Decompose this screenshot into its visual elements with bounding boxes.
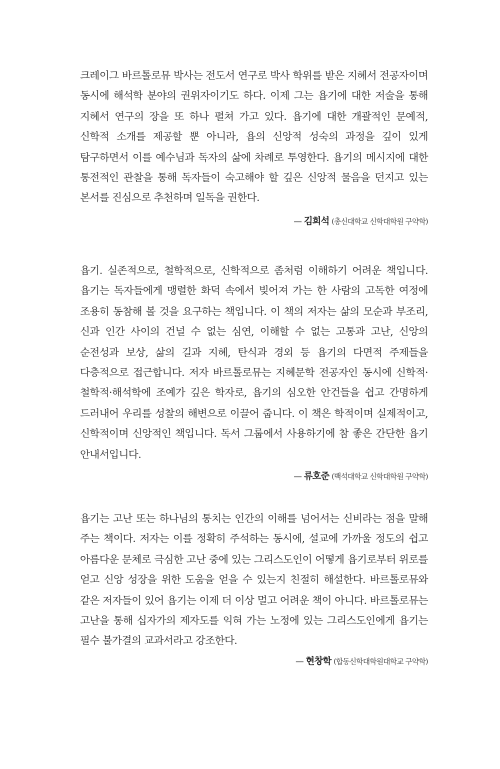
endorsement-attribution [80,655,428,668]
attribution-dash: — [295,655,304,666]
author-affiliation: (총신대학교 신학대학원 구약학) [331,216,428,226]
endorsement-3 [80,509,428,668]
endorsement-text: 크레이그 바르톨로뮤 박사는 전도서 연구로 박사 학위를 받은 지혜서 전공자이며 동시에 해석학 분야의 권위자이기도 하다. 이제 그는 욥기에 대한 저술을 통해 지혜서 연구의 장을 또 하나 펼쳐 가고 있다. 욥기에 대한 개괄적인 문예적, 신학적 소개를 제공할 뿐 아니라, 욥의 신앙적 성숙의 과정을 깊이 있게 탐구하면서 이를 예수님과 독자의 삶에 차례로 투영한다. 욥기의 메시지에 대한 통전적인 관찰을 통해 독자들이 숙고해야 할 깊은 신앙적 물음을 던지고 있는 본서를 진심으로 추천하며 일독을 권한다. [80,70,428,205]
author-name: 김희석 [303,215,330,227]
author-name: 류호준 [303,471,330,483]
endorsement-1 [80,66,428,228]
endorsement-attribution [80,470,428,483]
author-name: 현창학 [305,655,332,667]
endorsement-text: 욥기는 고난 또는 하나님의 통치는 인간의 이해를 넘어서는 신비라는 점을 말해 주는 책이다. 저자는 이를 정확히 주석하는 동시에, 설교에 가까울 정도의 쉽고 아름다운 문체로 극심한 고난 중에 있는 그리스도인이 어떻게 욥기로부터 위로를 얻고 신앙 성장을 위한 도움을 얻을 수 있는지 친절히 해설한다. 바르톨로뮤와 같은 저자들이 있어 욥기는 이제 더 이상 멀고 어려운 책이 아니다. 바르톨로뮤는 고난을 통해 십자가의 제자도를 익혀 가는 노정에 있는 그리스도인에게 욥기는 필수 불가결의 교과서라고 강조한다. [80,513,428,648]
endorsement-2 [80,261,428,483]
attribution-dash: — [293,215,302,226]
author-affiliation: (백석대학교 신학대학원 구약학) [331,472,428,482]
author-affiliation: (합동신학대학원대학교 구약학) [333,656,428,666]
attribution-dash: — [293,471,302,482]
endorsement-attribution [80,215,428,228]
endorsement-text: 욥기. 실존적으로, 철학적으로, 신학적으로 좀처럼 이해하기 어려운 책입니다. 욥기는 독자들에게 맹렬한 화덕 속에서 빚어져 가는 한 사람의 고독한 여정에 조용히 동참해 볼 것을 요구하는 책입니다. 이 책의 저자는 삶의 모순과 부조리, 신과 인간 사이의 건널 수 없는 심연, 이해할 수 없는 고통과 고난, 신앙의 순전성과 보상, 삶의 길과 지혜, 탄식과 경외 등 욥기의 다면적 주제들을 다층적으로 접근합니다. 저자 바르톨로뮤는 지혜문학 전공자인 동시에 신학적·철학적·해석학에 조예가 깊은 학자로, 욥기의 심오한 안건들을 쉽고 간명하게 드러내어 우리를 성찰의 해변으로 이끌어 줍니다. 이 책은 학적이며 실제적이고, 신학적이며 신앙적인 책입니다. 독서 그룹에서 사용하기에 참 좋은 간단한 욥기 안내서입니다. [80,265,428,461]
